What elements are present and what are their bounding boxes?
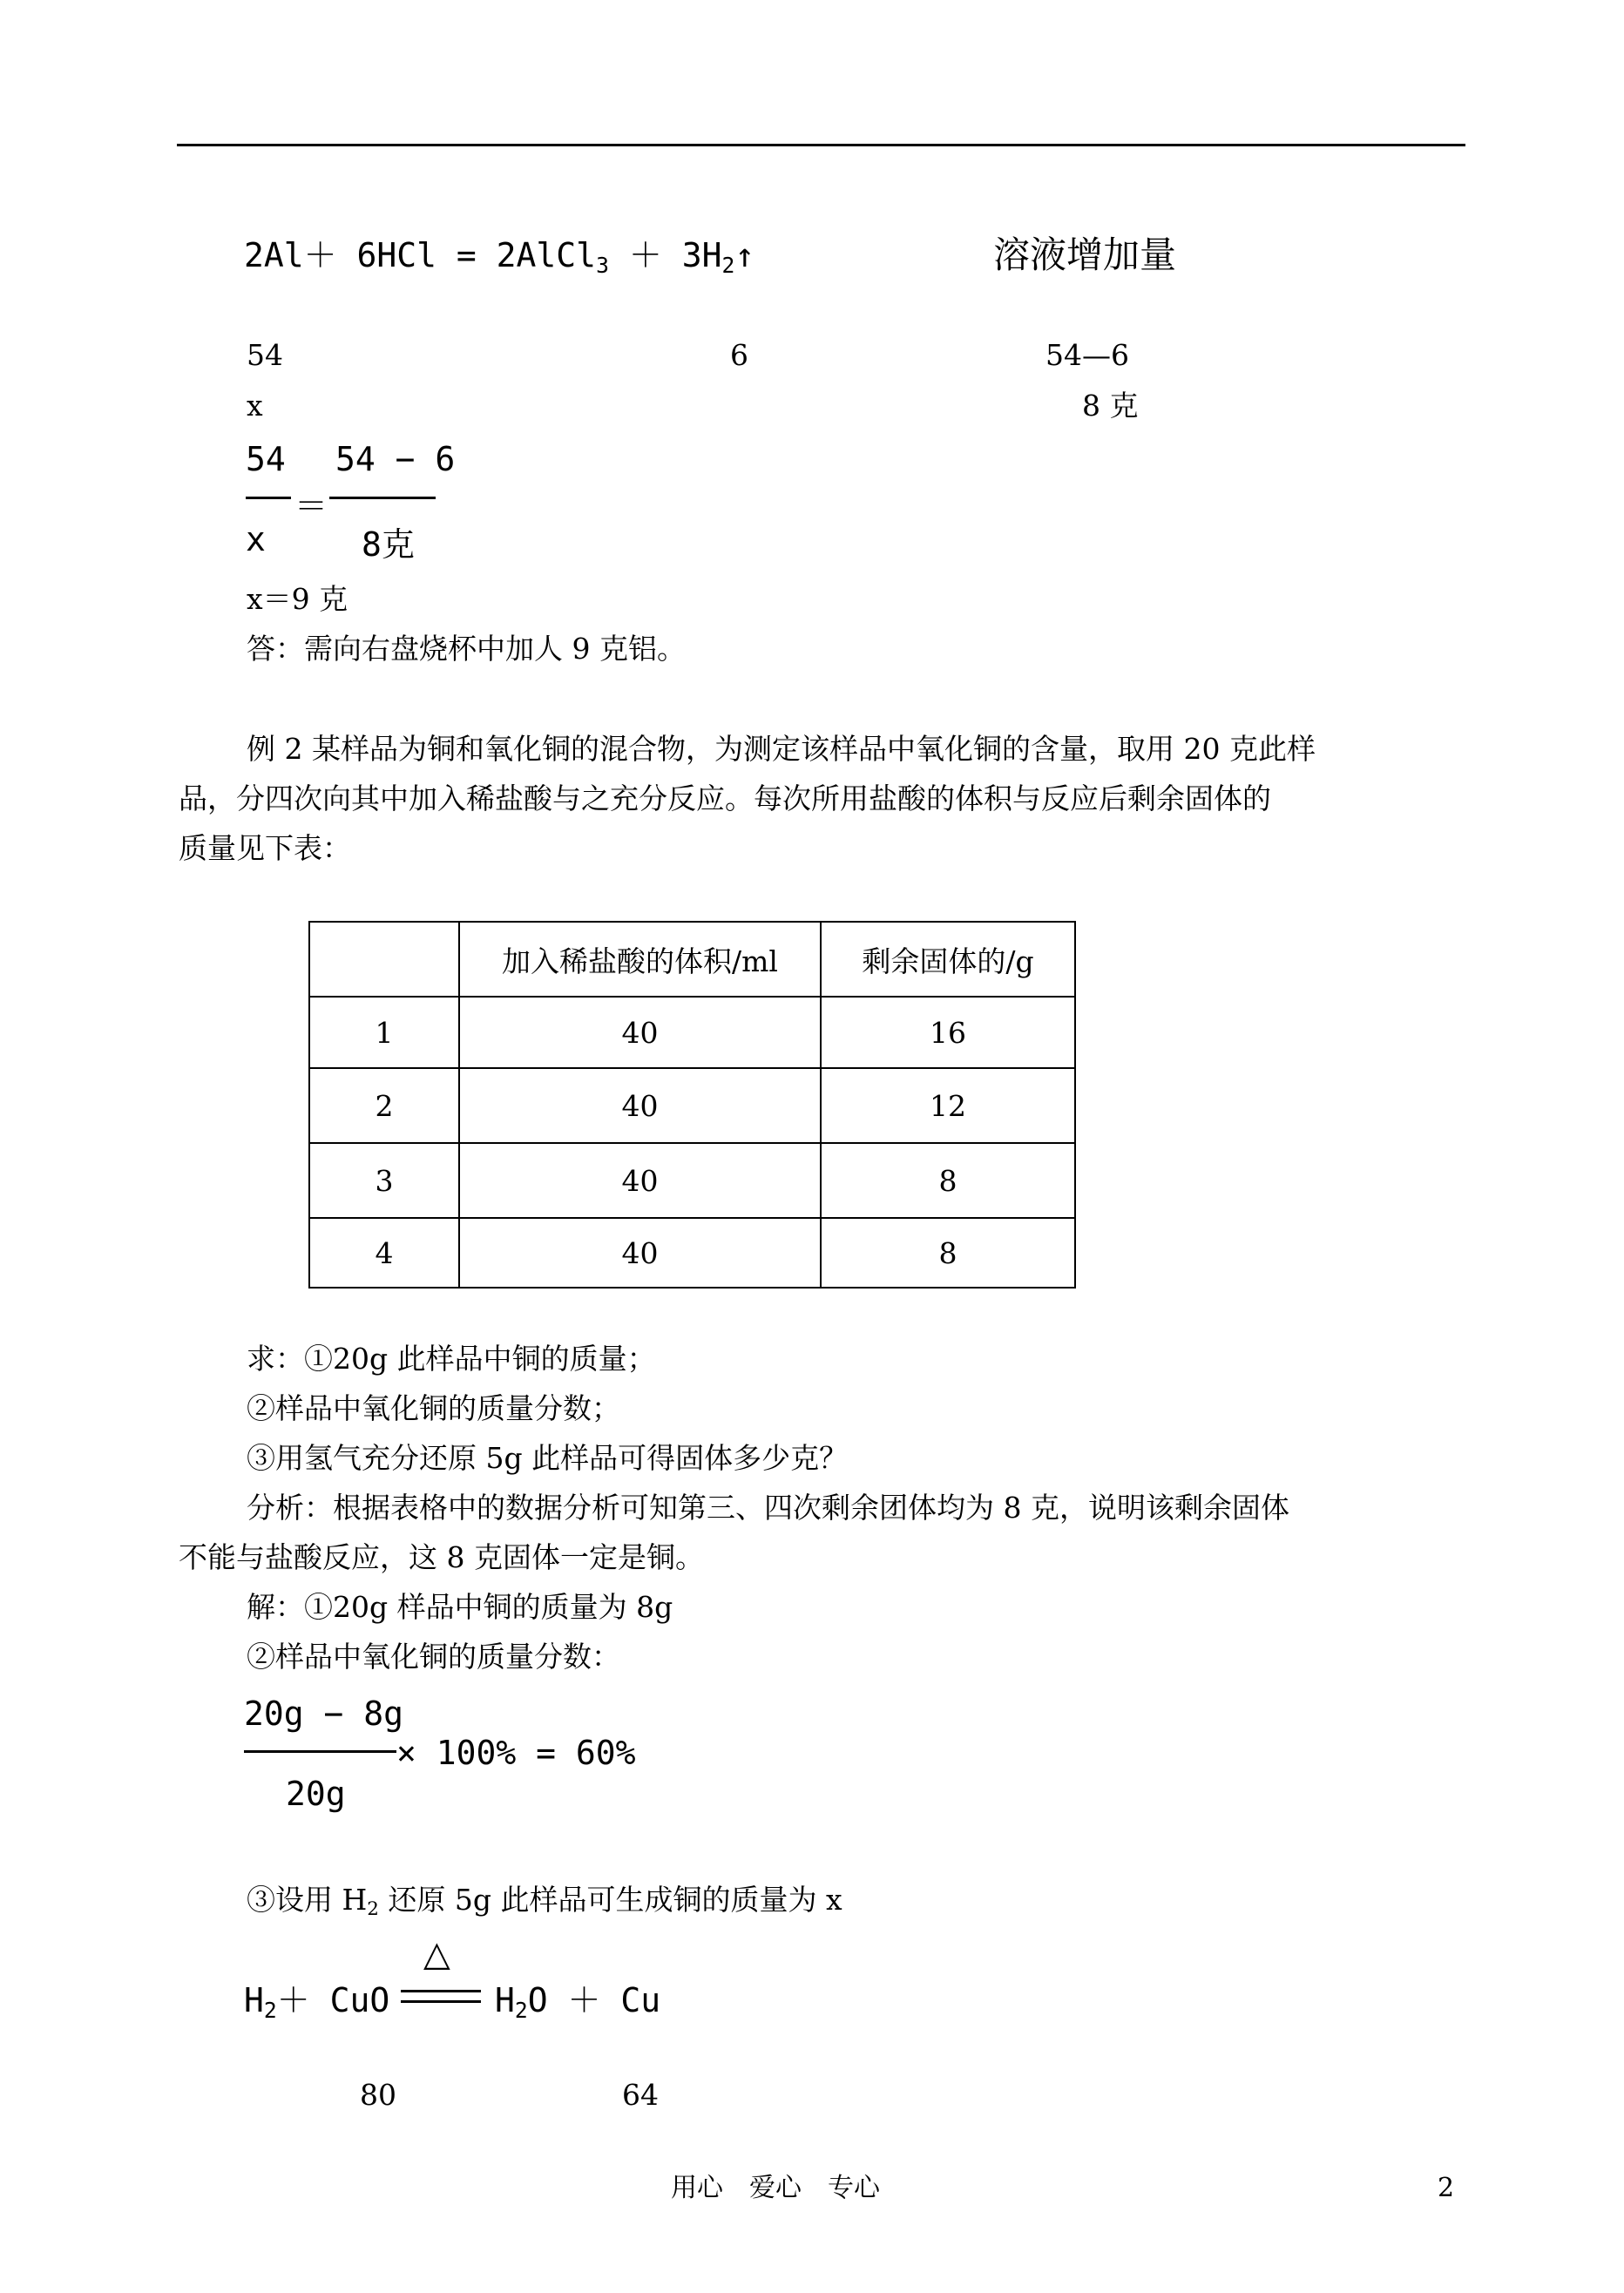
eq1-mid: ＋ 3H	[608, 236, 722, 274]
eq2-h: H	[244, 1981, 264, 2019]
table-cell: 40	[459, 997, 821, 1068]
header-rule	[177, 144, 1465, 146]
table-header-row	[309, 922, 1075, 997]
frac1-den-right: 8克	[362, 525, 415, 564]
example2-line3: 质量见下表：	[179, 831, 351, 865]
eq2-line-bottom	[401, 2000, 481, 2003]
frac1-den-left: x	[246, 520, 266, 558]
table-row	[309, 997, 1075, 1068]
solution-1: 解：①20g 样品中铜的质量为 8g	[247, 1590, 673, 1624]
frac2-denominator: 20g	[286, 1775, 346, 1813]
table-row	[309, 1218, 1075, 1288]
eq2-sub1: 2	[263, 1997, 277, 2023]
frac1-equals: ＝	[294, 487, 328, 525]
increase-8g: 8 克	[1082, 389, 1139, 423]
table-cell: 12	[821, 1068, 1075, 1143]
question-1: 求：①20g 此样品中铜的质量；	[247, 1342, 656, 1376]
eq2-rest1: ＋ CuO	[276, 1981, 390, 2019]
table-header-cell: 加入稀盐酸的体积/ml	[459, 922, 821, 997]
table-cell: 8	[821, 1143, 1075, 1218]
frac1-num-left: 54	[246, 440, 286, 478]
step-3	[247, 1883, 842, 1927]
unknown-x: x	[247, 389, 263, 423]
up-arrow-icon: ↑	[734, 236, 755, 274]
frac2-rest: × 100% = 60%	[396, 1734, 636, 1772]
table-row	[309, 1068, 1075, 1143]
footer-motto: 用心 爱心 专心	[671, 2173, 880, 2203]
eq2-right	[495, 1973, 660, 2023]
mass-64: 64	[622, 2078, 659, 2112]
table-cell: 40	[459, 1218, 821, 1288]
frac1-line-left	[246, 497, 291, 499]
step3-pre: ③设用 H	[247, 1883, 368, 1917]
analysis-line2: 不能与盐酸反应，这 8 克固体一定是铜。	[179, 1540, 704, 1574]
question-3: ③用氢气充分还原 5g 此样品可得固体多少克？	[247, 1441, 849, 1475]
table-header-cell: 剩余固体的/g	[821, 922, 1075, 997]
mass-80: 80	[360, 2078, 396, 2112]
table-cell: 1	[309, 997, 459, 1068]
eq1-sub1: 3	[596, 252, 609, 278]
solution-increase-label: 溶液增加量	[993, 233, 1177, 276]
solution-2: ②样品中氧化铜的质量分数：	[247, 1640, 620, 1674]
example2-line1: 例 2 某样品为铜和氧化铜的混合物，为测定该样品中氧化铜的含量，取用 20 克此样	[247, 732, 1316, 766]
frac1-line-right	[329, 497, 436, 499]
eq2-h2o-pre: H	[495, 1981, 515, 2019]
table-cell: 8	[821, 1218, 1075, 1288]
eq2-line-top	[401, 1990, 481, 1992]
heat-triangle-icon: △	[423, 1934, 450, 1974]
equation-al-hcl	[244, 228, 754, 278]
table-cell: 3	[309, 1143, 459, 1218]
step3-sub: 2	[367, 1898, 379, 1920]
question-2: ②样品中氧化铜的质量分数；	[247, 1391, 620, 1425]
answer-1: 答：需向右盘烧杯中加人 9 克铝。	[247, 632, 686, 666]
mass-54-6: 54—6	[1045, 338, 1129, 372]
eq1-left: 2Al＋ 6HCl = 2AlCl	[244, 236, 597, 274]
eq1-sub2: 2	[721, 252, 735, 278]
table-header-cell	[309, 922, 459, 997]
step3-post: 还原 5g 此样品可生成铜的质量为 x	[378, 1883, 842, 1917]
results-table	[308, 921, 1076, 1289]
analysis-line1: 分析：根据表格中的数据分析可知第三、四次剩余团体均为 8 克，说明该剩余固体	[247, 1491, 1289, 1525]
frac2-numerator: 20g − 8g	[244, 1694, 404, 1733]
table-cell: 4	[309, 1218, 459, 1288]
mass-6: 6	[730, 338, 748, 372]
table-cell: 16	[821, 997, 1075, 1068]
mass-54: 54	[247, 338, 283, 372]
eq2-h2o-post: O ＋ Cu	[527, 1981, 661, 2019]
example2-line2: 品，分四次向其中加入稀盐酸与之充分反应。每次所用盐酸的体积与反应后剩余固体的	[179, 781, 1271, 815]
eq2-left	[244, 1973, 389, 2023]
table-cell: 2	[309, 1068, 459, 1143]
table-cell: 40	[459, 1143, 821, 1218]
eq2-sub2: 2	[514, 1997, 528, 2023]
x-result: x＝9 克	[247, 582, 348, 616]
frac2-line	[244, 1750, 396, 1753]
table-cell: 40	[459, 1068, 821, 1143]
frac1-num-right: 54 − 6	[335, 440, 456, 478]
table-row	[309, 1143, 1075, 1218]
page-number: 2	[1438, 2173, 1455, 2203]
